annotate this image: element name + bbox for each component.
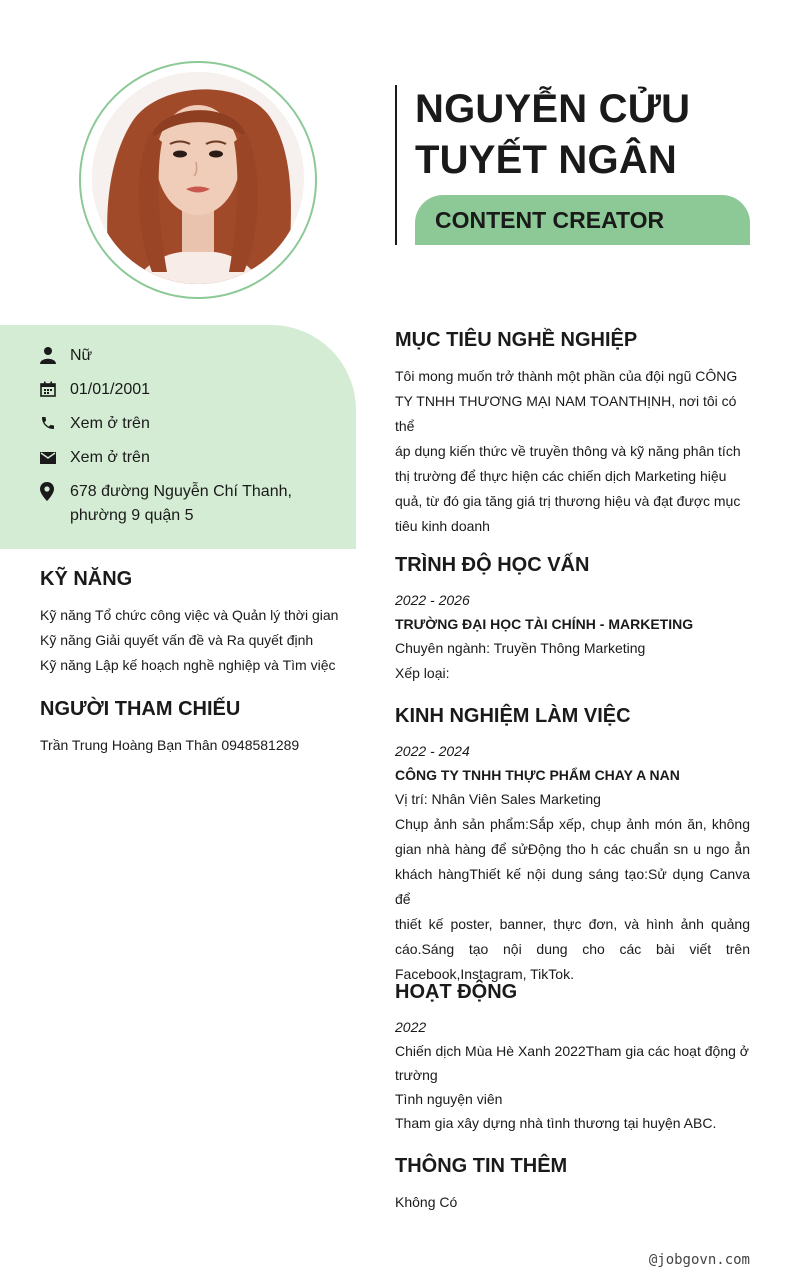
skills-list bbox=[40, 603, 350, 678]
education-major: Chuyên ngành: Truyền Thông Marketing bbox=[395, 640, 646, 656]
calendar-icon bbox=[40, 378, 70, 400]
skill-item: Kỹ năng Giải quyết vấn đề và Ra quyết định bbox=[40, 632, 314, 648]
candidate-name bbox=[415, 84, 775, 186]
experience-line: khách hàngThiết kế nội dung sáng tạo:Sử dụng Canva để bbox=[395, 866, 750, 907]
activities-year: 2022 bbox=[395, 1019, 427, 1035]
objective-line: TY TNHH THƯƠNG MẠI NAM TOANTHỊNH, nơi tôi có thể bbox=[395, 393, 737, 434]
skill-item: Kỹ năng Tổ chức công việc và Quản lý thời gian bbox=[40, 607, 339, 623]
education-period: 2022 - 2026 bbox=[395, 592, 470, 608]
birthday-text: 01/01/2001 bbox=[70, 381, 151, 398]
experience-position: Vị trí: Nhân Viên Sales Marketing bbox=[395, 791, 601, 807]
name-line-1: NGUYỄN CỬU bbox=[415, 87, 691, 131]
activity-line: trường bbox=[395, 1067, 438, 1083]
experience-block bbox=[395, 739, 750, 987]
role-title: CONTENT CREATOR bbox=[435, 207, 665, 233]
objective-line: Tôi mong muốn trở thành một phần của đội ngũ CÔNG bbox=[395, 368, 738, 384]
skill-item: Kỹ năng Lập kế hoạch nghề nghiệp và Tìm việc bbox=[40, 657, 336, 673]
education-grade: Xếp loại: bbox=[395, 665, 450, 681]
gender-text: Nữ bbox=[70, 347, 93, 364]
address-text bbox=[70, 480, 292, 528]
extra-text: Không Có bbox=[395, 1194, 458, 1210]
watermark: @jobgovn.com bbox=[648, 1252, 750, 1268]
avatar bbox=[92, 72, 304, 284]
education-school: TRƯỜNG ĐẠI HỌC TÀI CHÍNH - MARKETING bbox=[395, 616, 694, 632]
skills-title: KỸ NĂNG bbox=[40, 568, 133, 590]
contact-address bbox=[40, 480, 340, 528]
experience-line: thiết kế poster, banner, thực đơn, và hình ảnh quảng bbox=[395, 916, 750, 932]
contact-phone bbox=[40, 412, 340, 436]
extra-title: THÔNG TIN THÊM bbox=[395, 1155, 568, 1177]
email-text: Xem ở trên bbox=[70, 449, 150, 466]
experience-title: KINH NGHIỆM LÀM VIỆC bbox=[395, 705, 631, 727]
mail-icon bbox=[40, 446, 70, 468]
experience-line: gian nhà hàng để sửĐộng tho h các chuẩn sn u ngo ẳn bbox=[395, 841, 750, 857]
education-title: TRÌNH ĐỘ HỌC VẤN bbox=[395, 554, 590, 576]
objective-line: áp dụng kiến thức về truyền thông và kỹ năng phân tích bbox=[395, 443, 741, 459]
user-icon bbox=[40, 344, 70, 366]
phone-text: Xem ở trên bbox=[70, 415, 150, 432]
objective-line: thị trường để thực hiện các chiến dịch Marketing hiệu bbox=[395, 468, 727, 484]
experience-line: cáo.Sáng tạo nội dung cho các bài viết trên bbox=[395, 941, 750, 957]
activity-line: Tham gia xây dựng nhà tình thương tại huyện ABC. bbox=[395, 1115, 717, 1131]
experience-company: CÔNG TY TNHH THỰC PHẨM CHAY A NAN bbox=[395, 767, 680, 783]
references-title: NGƯỜI THAM CHIẾU bbox=[40, 698, 241, 720]
reference-text: Trần Trung Hoàng Bạn Thân 0948581289 bbox=[40, 737, 300, 753]
objective-line: quả, từ đó gia tăng giá trị thương hiệu và đạt được mục bbox=[395, 493, 741, 509]
activity-line: Tình nguyện viên bbox=[395, 1091, 503, 1107]
education-block bbox=[395, 588, 755, 686]
objective-title: MỤC TIÊU NGHỀ NGHIỆP bbox=[395, 329, 638, 351]
objective-line: tiêu kinh doanh bbox=[395, 518, 490, 534]
phone-icon bbox=[40, 412, 70, 434]
contact-birthday bbox=[40, 378, 340, 402]
activities-title: HOẠT ĐỘNG bbox=[395, 981, 518, 1003]
objective-text bbox=[395, 364, 755, 539]
address-line-1: 678 đường Nguyễn Chí Thanh, bbox=[70, 483, 292, 500]
address-line-2: phường 9 quận 5 bbox=[70, 507, 194, 524]
experience-period: 2022 - 2024 bbox=[395, 743, 470, 759]
activities-block bbox=[395, 1015, 755, 1135]
location-pin-icon bbox=[40, 480, 70, 502]
contact-gender bbox=[40, 344, 340, 368]
name-divider bbox=[395, 85, 397, 245]
contact-email bbox=[40, 446, 340, 470]
name-line-2: TUYẾT NGÂN bbox=[415, 138, 677, 182]
experience-line: Facebook,Instagram, TikTok. bbox=[395, 966, 574, 982]
activity-line: Chiến dịch Mùa Hè Xanh 2022Tham gia các hoạt động ở bbox=[395, 1043, 749, 1059]
experience-line: Chụp ảnh sản phẩm:Sắp xếp, chụp ảnh món ăn, không bbox=[395, 816, 750, 832]
